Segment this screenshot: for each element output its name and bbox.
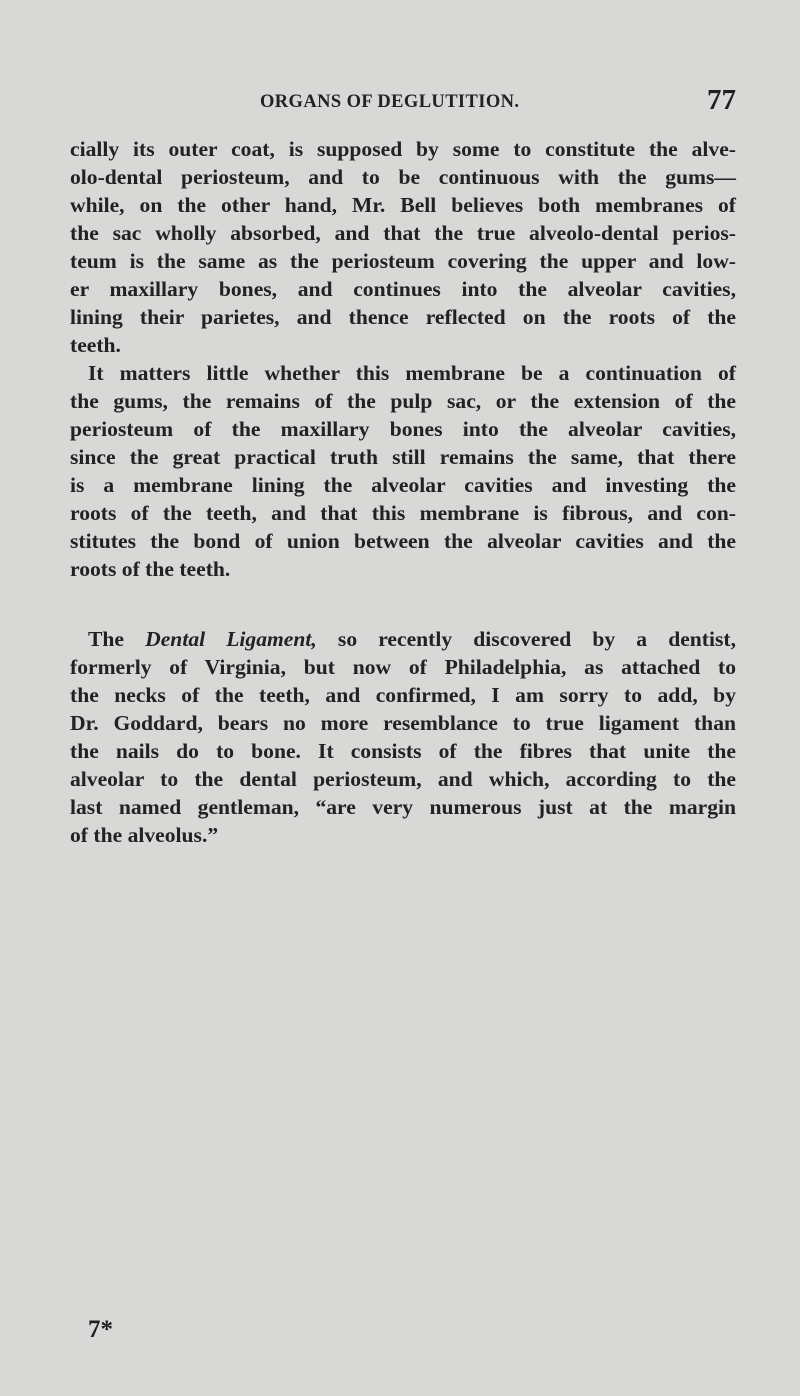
- text-line: the nails do to bone. It consists of the fibres that unite the: [70, 739, 736, 763]
- text-line: the necks of the teeth, and confirmed, I am sorry to add, by: [70, 683, 736, 707]
- text-line: Dr. Goddard, bears no more resemblance to true ligament than: [70, 711, 736, 735]
- paragraph-start-line: It matters little whether this membrane be a continuation of: [88, 361, 736, 385]
- dental-paragraph-start: The: [88, 627, 146, 651]
- text-line: since the great practical truth still remains the same, that there: [70, 445, 736, 469]
- text-line: er maxillary bones, and continues into the alveolar cavities,: [70, 277, 736, 301]
- signature-mark: 7*: [88, 1316, 113, 1343]
- text-line: cially its outer coat, is supposed by some to constitute the alve-: [70, 137, 736, 161]
- text-line: is a membrane lining the alveolar cavities and investing the: [70, 473, 736, 497]
- text-line: while, on the other hand, Mr. Bell believes both membranes of: [70, 193, 736, 217]
- text-line: last named gentleman, “are very numerous just at the margin: [70, 795, 736, 819]
- text-line: of the alveolus.”: [70, 823, 219, 847]
- text-line: the sac wholly absorbed, and that the true alveolo-dental perios-: [70, 221, 736, 245]
- page-number: 77: [707, 84, 736, 116]
- running-title: ORGANS OF DEGLUTITION.: [260, 92, 520, 112]
- text-line: roots of the teeth.: [70, 557, 231, 581]
- page-header: [0, 84, 800, 114]
- text-line: roots of the teeth, and that this membrane is fibrous, and con-: [70, 501, 736, 525]
- text-line: the gums, the remains of the pulp sac, or the extension of the: [70, 389, 736, 413]
- text-line: formerly of Virginia, but now of Philadelphia, as attached to: [70, 655, 736, 679]
- text-line: stitutes the bond of union between the alveolar cavities and the: [70, 529, 736, 553]
- text-line: teum is the same as the periosteum covering the upper and low-: [70, 249, 736, 273]
- text-line: periosteum of the maxillary bones into the alveolar cavities,: [70, 417, 736, 441]
- dental-ligament-term: Dental Ligament,: [145, 627, 317, 651]
- text-line: olo-dental periosteum, and to be continuous with the gums—: [70, 165, 736, 189]
- text-line: alveolar to the dental periosteum, and which, according to the: [70, 767, 736, 791]
- dental-paragraph-first-line: [88, 629, 736, 651]
- dental-paragraph-line-end: so recently discovered by a dentist,: [316, 627, 736, 651]
- text-line: lining their parietes, and thence reflected on the roots of the: [70, 305, 736, 329]
- text-line: teeth.: [70, 333, 121, 357]
